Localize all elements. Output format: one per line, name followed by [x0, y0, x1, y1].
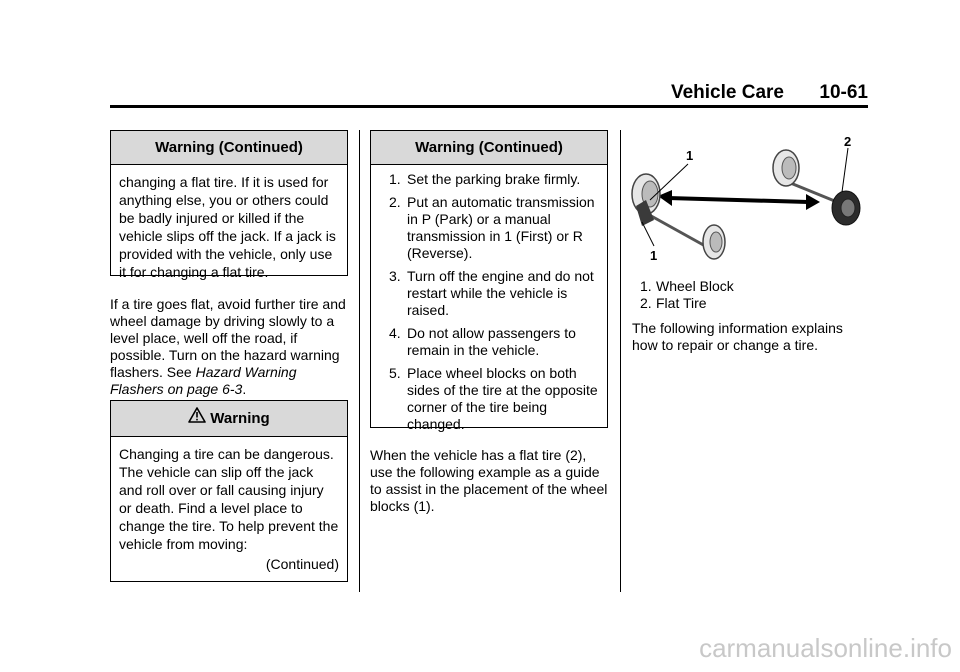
paragraph-text: If a tire goes flat, avoid further tire and wheel damage by driving slowly to a level place, well off the road, if possible. Turn on the hazard warning flashers. See: [110, 296, 346, 380]
repair-paragraph: The following information explains how to repair or change a tire.: [632, 320, 843, 353]
warning-continued-steps-box: [370, 130, 608, 432]
warning-continued-title-2: Warning (Continued): [371, 131, 607, 165]
steps-body: [371, 165, 607, 445]
callout-1-bottom: 1: [650, 248, 658, 263]
wheel-block-paragraph: When the vehicle has a flat tire (2), use the following example as a guide to assist in the placement of the wheel blocks (1).: [370, 447, 608, 514]
hazard-flashers-link[interactable]: Hazard Warning Flashers on page 6-3: [110, 364, 297, 397]
warning-header: [111, 401, 347, 437]
warning-continued-title: Warning (Continued): [111, 131, 347, 165]
callout-1-top: 1: [686, 148, 694, 163]
column-divider: [620, 130, 621, 592]
tire-flat-paragraph: [110, 296, 350, 398]
step-item: 5. Place wheel blocks on both sides of the tire at the opposite corner of the tire being changed.: [389, 365, 598, 432]
warning-title: Warning: [210, 410, 270, 427]
header-rule: [110, 105, 868, 108]
step-item: 3. Turn off the engine and do not restart while the vehicle is raised.: [389, 268, 594, 318]
paragraph-end: .: [242, 381, 247, 397]
section-title: Vehicle Care: [670, 82, 784, 103]
warning-text: Changing a tire can be dangerous. The vehicle can slip off the jack and roll over or fall causing injury or death. Find a level place to change the tire. To help prevent the vehicle from moving:: [119, 446, 339, 552]
warning-triangle-icon: [188, 401, 206, 437]
warning-body: [111, 437, 347, 579]
column-divider: [359, 130, 360, 592]
wheel-block-illustration: [628, 134, 868, 268]
step-item: 4. Do not allow passengers to remain in the vehicle.: [389, 325, 576, 358]
steps-list: [379, 171, 599, 433]
illustration-captions: [632, 278, 734, 312]
step-item: 1. Set the parking brake firmly.: [389, 171, 581, 187]
caption-item: 2. Flat Tire: [640, 295, 707, 311]
page-number: 10-61: [819, 82, 868, 103]
caption-item: 1. Wheel Block: [640, 278, 734, 294]
continued-label: (Continued): [265, 556, 339, 572]
watermark: carmanualsonline.info: [699, 633, 952, 663]
callout-2: 2: [844, 134, 852, 149]
page-header: [110, 82, 868, 106]
warning-continued-text: changing a flat tire. If it is used for anything else, you or others could be badly injured or killed if the vehicle slips off the jack. If a jack is provided with the vehicle, only use it for changing a flat tire.: [119, 174, 336, 280]
warning-continued-box: [110, 130, 348, 280]
step-item: 2. Put an automatic transmission in P (Park) or a manual transmission in 1 (First) or R (Reverse).: [389, 194, 595, 261]
warning-box: [110, 400, 348, 582]
